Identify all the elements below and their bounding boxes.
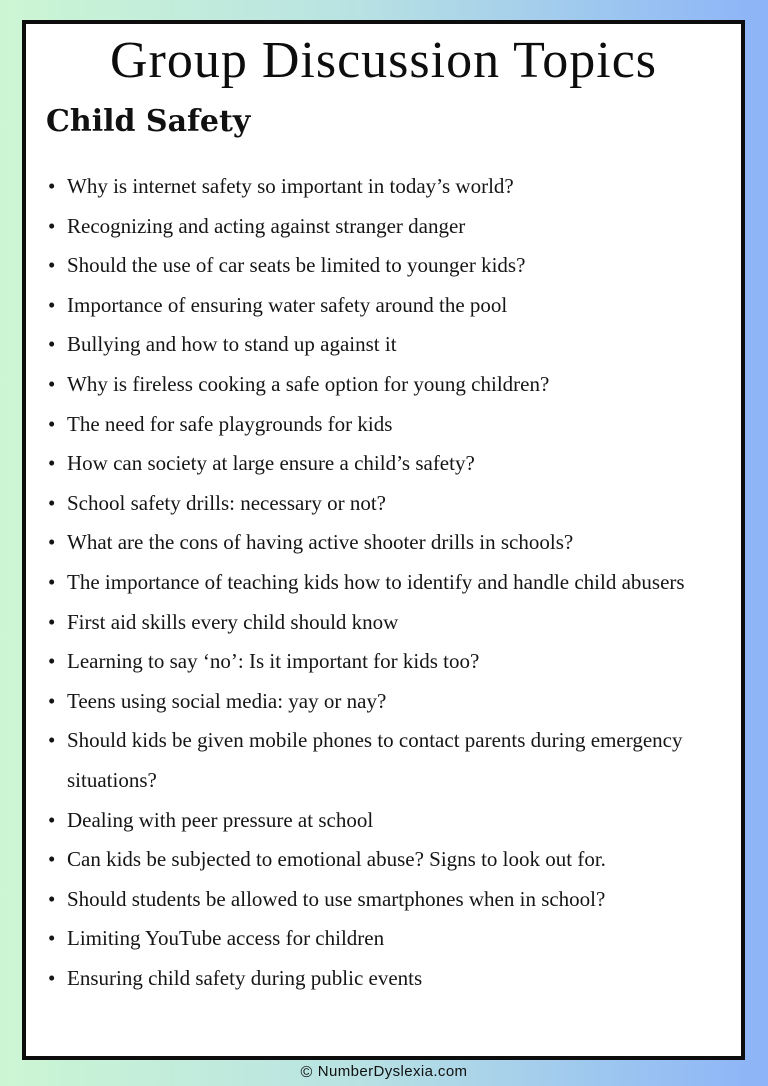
list-item: • Teens using social media: yay or nay?: [48, 682, 708, 722]
list-item: • Dealing with peer pressure at school: [48, 801, 708, 841]
section-heading: Child Safety: [46, 104, 251, 139]
footer-site-text: NumberDyslexia.com: [317, 1063, 468, 1080]
list-item: • School safety drills: necessary or not?: [48, 484, 708, 524]
list-item: • Limiting YouTube access for children: [48, 919, 708, 959]
list-item: • Recognizing and acting against stranger danger: [48, 207, 708, 247]
topics-list: [26, 167, 708, 998]
copyright-icon: ©: [300, 1064, 313, 1081]
list-item: • First aid skills every child should know: [48, 603, 708, 643]
list-item: • How can society at large ensure a child’s safety?: [48, 444, 708, 484]
list-item: • Learning to say ‘no’: Is it important for kids too?: [48, 642, 708, 682]
list-item: • The importance of teaching kids how to identify and handle child abusers: [48, 563, 708, 603]
list-item: • Can kids be subjected to emotional abuse? Signs to look out for.: [48, 840, 708, 880]
list-item: • Should the use of car seats be limited to younger kids?: [48, 246, 708, 286]
footer-credit: [0, 1060, 768, 1085]
list-item: • The need for safe playgrounds for kids: [48, 405, 708, 445]
list-item: • What are the cons of having active shooter drills in schools?: [48, 523, 708, 563]
list-item: • Why is internet safety so important in today’s world?: [48, 167, 708, 207]
list-item: • Why is fireless cooking a safe option for young children?: [48, 365, 708, 405]
list-item: • Bullying and how to stand up against it: [48, 325, 708, 365]
document-sheet: [22, 20, 745, 1060]
page-title: Group Discussion Topics: [109, 32, 658, 89]
list-item: • Ensuring child safety during public events: [48, 959, 708, 999]
list-item: • Should students be allowed to use smartphones when in school?: [48, 880, 708, 920]
list-item: • Importance of ensuring water safety around the pool: [48, 286, 708, 326]
list-item: • Should kids be given mobile phones to contact parents during emergency situations?: [48, 721, 708, 800]
